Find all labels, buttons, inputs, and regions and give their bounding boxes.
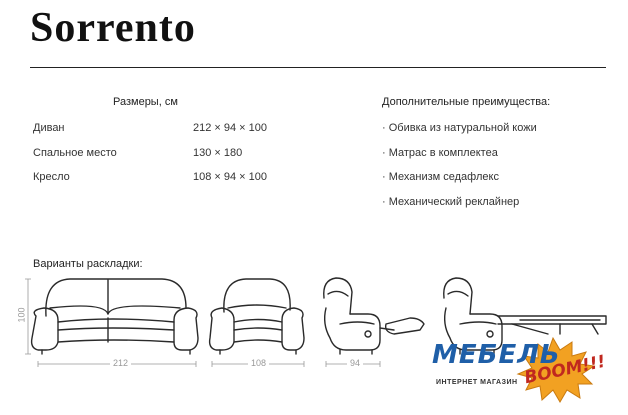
spec-name: Диван <box>33 122 65 134</box>
height-dimension-label: 100 <box>16 307 27 323</box>
advantage-item: · Матрас в комплектеа <box>382 147 498 159</box>
spec-row-armchair <box>33 171 293 185</box>
brand-logo <box>430 330 620 410</box>
dimensions-heading: Размеры, см <box>113 96 178 108</box>
advantage-item: · Механизм седафлекс <box>382 171 499 183</box>
spec-value: 108 × 94 × 100 <box>193 171 268 183</box>
advantage-item: · Обивка из натуральной кожи <box>382 122 537 134</box>
sofa-front-drawing <box>32 279 198 354</box>
armchair-reclined-drawing <box>380 318 424 334</box>
depth-label: 94 <box>347 358 363 368</box>
advantage-item: · Механический реклайнер <box>382 196 520 208</box>
spec-name: Кресло <box>33 171 70 183</box>
armchair-side-drawing <box>324 278 380 354</box>
spec-row-sofa <box>33 122 293 136</box>
logo-brand-text: МЕБЕЛЬ <box>432 340 561 370</box>
spec-name: Спальное место <box>33 147 117 159</box>
spec-row-sleeping-area <box>33 147 293 161</box>
title-divider <box>30 67 606 68</box>
armchair-front-drawing <box>210 279 304 354</box>
advantages-heading: Дополнительные преимущества: <box>382 96 551 108</box>
chair-width-label: 108 <box>248 358 269 368</box>
sofa-width-label: 212 <box>110 358 131 368</box>
page-title: Sorrento <box>30 5 196 51</box>
spec-value: 212 × 94 × 100 <box>193 122 268 134</box>
spec-value: 130 × 180 <box>193 147 243 159</box>
logo-subtitle: ИНТЕРНЕТ МАГАЗИН <box>436 379 518 386</box>
layouts-heading: Варианты раскладки: <box>33 258 143 270</box>
logo-boom-text: BOOM!!! <box>522 351 608 389</box>
